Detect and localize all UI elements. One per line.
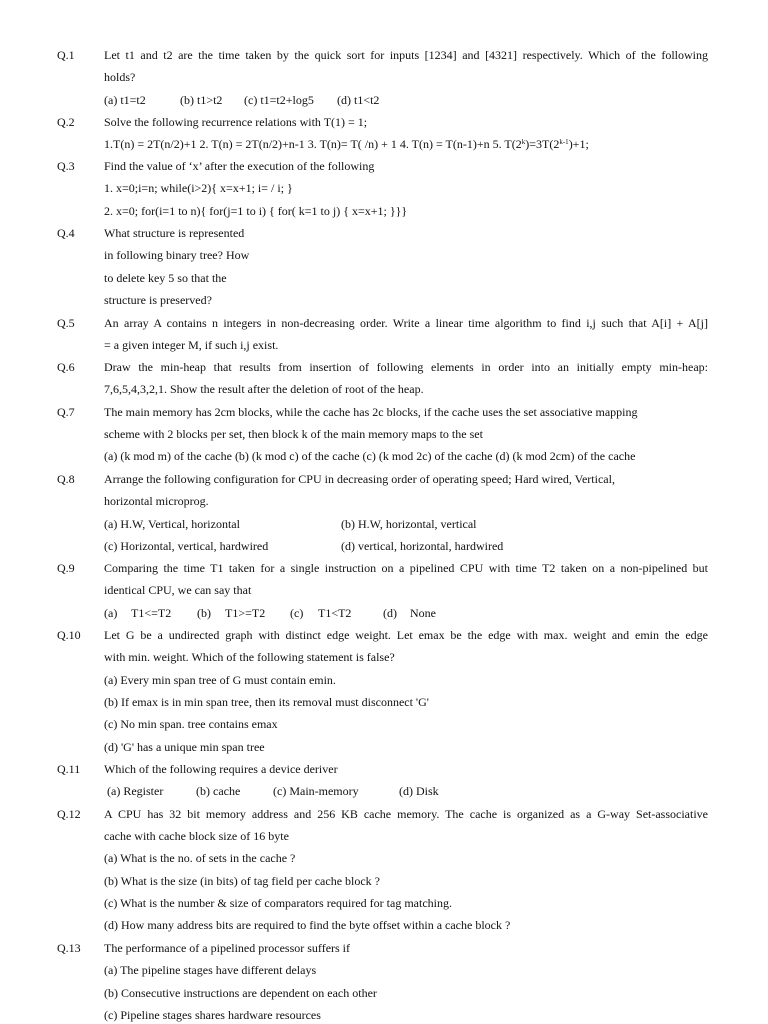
question-text: Let t1 and t2 are the time taken by the quick sort for inputs [1234] and [4321] respectively. Which of the following bbox=[104, 48, 708, 62]
option: (a) H.W, Vertical, horizontal bbox=[104, 517, 240, 531]
question-text: holds? bbox=[104, 70, 136, 84]
question-text: Let G be a undirected graph with distinct edge weight. Let emax be the edge with max. weight and emin the edge bbox=[104, 628, 708, 642]
question-number: Q.8 bbox=[57, 472, 75, 486]
question-text: The main memory has 2cm blocks, while the cache has 2c blocks, if the cache uses the set associative mapping bbox=[104, 405, 638, 419]
question-text: Find the value of ‘x’ after the execution of the following bbox=[104, 159, 375, 173]
question-number: Q.2 bbox=[57, 115, 75, 129]
options-line: (a) (k mod m) of the cache (b) (k mod c) of the cache (c) (k mod 2c) of the cache (d) (k mod 2cm) of the cache bbox=[104, 449, 636, 463]
option: (a) Register bbox=[107, 784, 164, 798]
option: (d) t1<t2 bbox=[337, 93, 380, 107]
option: (c) Pipeline stages shares hardware resources bbox=[104, 1008, 321, 1022]
option: (c) No min span. tree contains emax bbox=[104, 717, 278, 731]
question-text: scheme with 2 blocks per set, then block k of the main memory maps to the set bbox=[104, 427, 483, 441]
option: (a) Every min span tree of G must contain emin. bbox=[104, 673, 336, 687]
option-label: (c) bbox=[290, 606, 304, 620]
option: T1<=T2 bbox=[131, 606, 172, 620]
option: (b) Consecutive instructions are dependent on each other bbox=[104, 986, 377, 1000]
option: (a) t1=t2 bbox=[104, 93, 146, 107]
recurrence-text: )+1; bbox=[568, 137, 589, 151]
option: (c) Main-memory bbox=[273, 784, 359, 798]
option: (d) 'G' has a unique min span tree bbox=[104, 740, 265, 754]
question-text: horizontal microprog. bbox=[104, 494, 209, 508]
question-number: Q.10 bbox=[57, 628, 81, 642]
question-number: Q.4 bbox=[57, 226, 75, 240]
option: (b) cache bbox=[196, 784, 241, 798]
sub-question: (b) What is the size (in bits) of tag field per cache block ? bbox=[104, 874, 381, 888]
question-number: Q.3 bbox=[57, 159, 75, 173]
code-line: 1. x=0;i=n; while(i>2){ x=x+1; i= / i; } bbox=[104, 181, 293, 195]
option-label: (b) bbox=[197, 606, 211, 620]
question-text: Which of the following requires a device deriver bbox=[104, 762, 338, 776]
option: (c) t1=t2+log5 bbox=[244, 93, 314, 107]
question-text: An array A contains n integers in non-decreasing order. Write a linear time algorithm to find i,j such that A[i] + A[j] bbox=[104, 316, 708, 330]
question-number: Q.6 bbox=[57, 360, 75, 374]
question-text: What structure is represented bbox=[104, 226, 245, 240]
option-label: (d) bbox=[383, 606, 397, 620]
option: (d) vertical, horizontal, hardwired bbox=[341, 539, 504, 553]
recurrence-text: 1.T(n) = 2T(n/2)+1 2. T(n) = 2T(n/2)+n-1 3. T(n)= T( /n) + 1 4. T(n) = T(n-1)+n 5. T(2 bbox=[104, 137, 522, 151]
sub-question: (d) How many address bits are required to find the byte offset within a cache block ? bbox=[104, 918, 511, 932]
question-text: Draw the min-heap that results from insertion of following elements in order into an initially empty min-heap: bbox=[104, 360, 708, 374]
question-number: Q.5 bbox=[57, 316, 75, 330]
question-text: = a given integer M, if such i,j exist. bbox=[104, 338, 279, 352]
question-text: A CPU has 32 bit memory address and 256 KB cache memory. The cache is organized as a G-way Set-associative bbox=[104, 807, 708, 821]
question-text: with min. weight. Which of the following statement is false? bbox=[104, 650, 395, 664]
option: (d) Disk bbox=[399, 784, 439, 798]
option: None bbox=[410, 606, 436, 620]
question-number: Q.9 bbox=[57, 561, 75, 575]
question-text: cache with cache block size of 16 byte bbox=[104, 829, 289, 843]
question-number: Q.13 bbox=[57, 941, 81, 955]
question-text: Solve the following recurrence relations with T(1) = 1; bbox=[104, 115, 368, 129]
sub-question: (a) What is the no. of sets in the cache ? bbox=[104, 851, 296, 865]
option: (b) If emax is in min span tree, then its removal must disconnect 'G' bbox=[104, 695, 429, 709]
option: T1<T2 bbox=[318, 606, 352, 620]
option: (b) t1>t2 bbox=[180, 93, 223, 107]
option: (c) Horizontal, vertical, hardwired bbox=[104, 539, 269, 553]
question-text: Comparing the time T1 taken for a single instruction on a pipelined CPU with time T2 taken on a non-pipelined but bbox=[104, 561, 708, 575]
question-number: Q.1 bbox=[57, 48, 75, 62]
option: T1>=T2 bbox=[225, 606, 266, 620]
code-line: 2. x=0; for(i=1 to n){ for(j=1 to i) { for( k=1 to j) { x=x+1; }}} bbox=[104, 204, 408, 218]
recurrence-list bbox=[104, 137, 589, 151]
superscript: k bbox=[521, 138, 526, 146]
question-number: Q.7 bbox=[57, 405, 75, 419]
option-label: (a) bbox=[104, 606, 118, 620]
question-text: The performance of a pipelined processor suffers if bbox=[104, 941, 351, 955]
question-text: 7,6,5,4,3,2,1. Show the result after the deletion of root of the heap. bbox=[104, 382, 424, 396]
sub-question: (c) What is the number & size of comparators required for tag matching. bbox=[104, 896, 452, 910]
question-text: to delete key 5 so that the bbox=[104, 271, 227, 285]
question-number: Q.11 bbox=[57, 762, 81, 776]
option: (b) H.W, horizontal, vertical bbox=[341, 517, 477, 531]
option: (a) The pipeline stages have different delays bbox=[104, 963, 317, 977]
question-text: Arrange the following configuration for CPU in decreasing order of operating speed; Hard wired, Vertical, bbox=[104, 472, 615, 486]
question-text: in following binary tree? How bbox=[104, 248, 250, 262]
question-text: identical CPU, we can say that bbox=[104, 583, 252, 597]
recurrence-text: )=3T(2 bbox=[525, 137, 560, 151]
question-text: structure is preserved? bbox=[104, 293, 212, 307]
superscript: k-1 bbox=[559, 138, 569, 146]
question-number: Q.12 bbox=[57, 807, 81, 821]
